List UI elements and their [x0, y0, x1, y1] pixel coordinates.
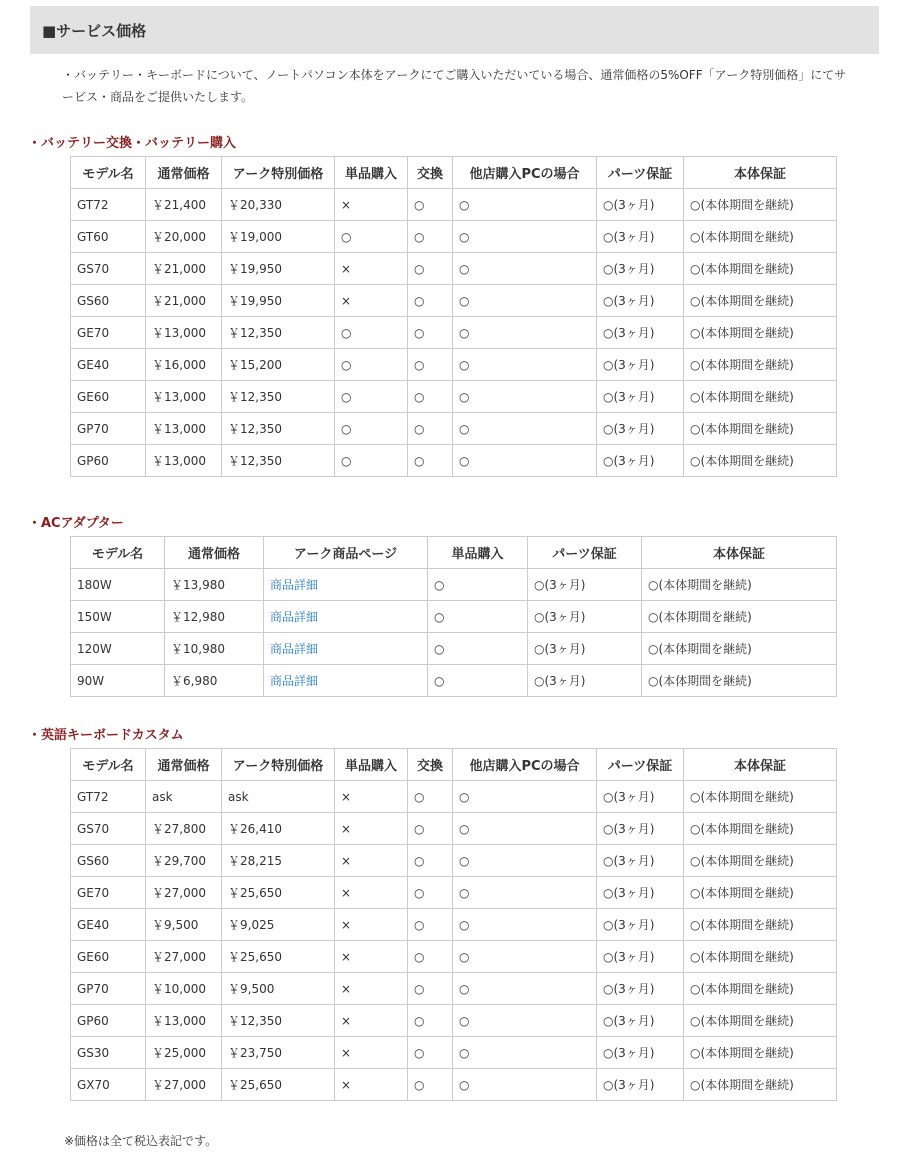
- table-cell: ￥25,650: [222, 877, 335, 909]
- table-cell: ×: [335, 845, 408, 877]
- table-cell: ￥27,800: [146, 813, 222, 845]
- table-cell: ￥16,000: [146, 349, 222, 381]
- table-cell: GX70: [71, 1069, 146, 1101]
- table-cell: 120W: [71, 633, 165, 665]
- table-cell: GP60: [71, 1005, 146, 1037]
- table-cell: ○: [453, 877, 597, 909]
- table-cell: ￥12,350: [222, 413, 335, 445]
- table-cell: ￥20,000: [146, 221, 222, 253]
- table-cell: ￥10,980: [165, 633, 264, 665]
- table-cell: ○(本体期間を継続): [684, 317, 837, 349]
- table-cell: ○(3ヶ月): [597, 1037, 684, 1069]
- table-cell: ×: [335, 1037, 408, 1069]
- table-cell: ×: [335, 285, 408, 317]
- column-header: パーツ保証: [528, 537, 642, 569]
- table-cell: ○(3ヶ月): [597, 1069, 684, 1101]
- product-detail-link[interactable]: 商品詳細: [264, 601, 428, 633]
- table-header-row: [71, 749, 837, 781]
- table-cell: ○(本体期間を継続): [642, 569, 837, 601]
- table-cell: ○: [453, 413, 597, 445]
- table-cell: ￥19,000: [222, 221, 335, 253]
- table-cell: ○(本体期間を継続): [684, 253, 837, 285]
- table-cell: ○: [408, 845, 453, 877]
- table-cell: ￥21,400: [146, 189, 222, 221]
- table-cell: ○: [335, 349, 408, 381]
- table-cell: ○: [453, 381, 597, 413]
- table-cell: ○: [408, 413, 453, 445]
- table-cell: GE60: [71, 941, 146, 973]
- table-cell: ○(3ヶ月): [528, 569, 642, 601]
- table-cell: ￥28,215: [222, 845, 335, 877]
- table-cell: ○(3ヶ月): [597, 349, 684, 381]
- table-cell: ￥6,980: [165, 665, 264, 697]
- table-cell: ○: [335, 221, 408, 253]
- table-cell: ￥19,950: [222, 253, 335, 285]
- table-cell: GT60: [71, 221, 146, 253]
- column-header: 交換: [408, 157, 453, 189]
- table-cell: ask: [222, 781, 335, 813]
- table-cell: ×: [335, 813, 408, 845]
- table-cell: ￥13,980: [165, 569, 264, 601]
- table-row: [71, 413, 837, 445]
- table-row: [71, 665, 837, 697]
- table-cell: GS60: [71, 285, 146, 317]
- table-cell: ○(本体期間を継続): [642, 665, 837, 697]
- table-row: [71, 877, 837, 909]
- table-cell: ○: [408, 445, 453, 477]
- table-cell: ○(3ヶ月): [597, 1005, 684, 1037]
- table-cell: GP70: [71, 413, 146, 445]
- column-header: モデル名: [71, 749, 146, 781]
- table-cell: ○(3ヶ月): [597, 845, 684, 877]
- table-cell: ￥9,025: [222, 909, 335, 941]
- table-cell: ￥12,350: [222, 381, 335, 413]
- table-cell: ○(本体期間を継続): [684, 973, 837, 1005]
- table-cell: ○: [453, 845, 597, 877]
- table-cell: ○(3ヶ月): [597, 973, 684, 1005]
- table-cell: ￥9,500: [146, 909, 222, 941]
- product-detail-link[interactable]: 商品詳細: [264, 665, 428, 697]
- table-row: [71, 941, 837, 973]
- table-cell: GT72: [71, 189, 146, 221]
- table-cell: ￥29,700: [146, 845, 222, 877]
- table-cell: ○: [428, 601, 528, 633]
- table-cell: ○(本体期間を継続): [684, 909, 837, 941]
- table-cell: ○: [408, 189, 453, 221]
- table-cell: ￥25,650: [222, 941, 335, 973]
- intro-text: ・バッテリー・キーボードについて、ノートパソコン本体をアークにてご購入いただいている場合、通常価格の5%OFF「アーク特別価格」にてサービス・商品をご提供いたします。: [62, 68, 847, 104]
- table-cell: ○(本体期間を継続): [684, 813, 837, 845]
- table-cell: ○: [453, 909, 597, 941]
- table-cell: ○(本体期間を継続): [684, 1037, 837, 1069]
- table-row: [71, 973, 837, 1005]
- table-cell: 180W: [71, 569, 165, 601]
- table-cell: ○: [408, 253, 453, 285]
- table-cell: ○: [453, 813, 597, 845]
- table-cell: GT72: [71, 781, 146, 813]
- column-header: モデル名: [71, 537, 165, 569]
- table-row: [71, 633, 837, 665]
- table-cell: ￥23,750: [222, 1037, 335, 1069]
- table-cell: ○(3ヶ月): [597, 941, 684, 973]
- table-cell: GS60: [71, 845, 146, 877]
- column-header: 通常価格: [165, 537, 264, 569]
- table-row: [71, 317, 837, 349]
- table-cell: ￥25,000: [146, 1037, 222, 1069]
- table-cell: GS70: [71, 253, 146, 285]
- column-header: 本体保証: [642, 537, 837, 569]
- table-cell: ￥21,000: [146, 285, 222, 317]
- table-cell: ○: [408, 973, 453, 1005]
- column-header: 他店購入PCの場合: [453, 749, 597, 781]
- table-cell: ○(3ヶ月): [597, 189, 684, 221]
- table-cell: ￥15,200: [222, 349, 335, 381]
- table-cell: ○(本体期間を継続): [684, 221, 837, 253]
- table-row: [71, 1005, 837, 1037]
- table-cell: ￥27,000: [146, 877, 222, 909]
- table-cell: ○: [428, 569, 528, 601]
- table-cell: ○: [428, 665, 528, 697]
- table-row: [71, 285, 837, 317]
- table-cell: ○(本体期間を継続): [684, 413, 837, 445]
- table-row: [71, 221, 837, 253]
- table-cell: ￥9,500: [222, 973, 335, 1005]
- table-cell: ○(本体期間を継続): [684, 781, 837, 813]
- table-cell: ○(本体期間を継続): [684, 845, 837, 877]
- table-row: [71, 349, 837, 381]
- table-cell: GE40: [71, 349, 146, 381]
- table-cell: ￥20,330: [222, 189, 335, 221]
- table-cell: ○: [453, 253, 597, 285]
- table-cell: ￥12,980: [165, 601, 264, 633]
- table-cell: ○(本体期間を継続): [684, 381, 837, 413]
- table-cell: ○(本体期間を継続): [684, 445, 837, 477]
- table-cell: ○: [335, 413, 408, 445]
- product-detail-link[interactable]: 商品詳細: [264, 633, 428, 665]
- table-cell: ￥13,000: [146, 381, 222, 413]
- table-cell: ○(3ヶ月): [597, 813, 684, 845]
- table-cell: ○(3ヶ月): [597, 381, 684, 413]
- table-cell: ○: [408, 381, 453, 413]
- table-cell: 150W: [71, 601, 165, 633]
- table-header-row: [71, 537, 837, 569]
- table-cell: ○(3ヶ月): [597, 909, 684, 941]
- table-cell: ○(本体期間を継続): [642, 601, 837, 633]
- table-cell: ○: [453, 1037, 597, 1069]
- table-cell: GS30: [71, 1037, 146, 1069]
- column-header: 本体保証: [684, 749, 837, 781]
- table-cell: GE70: [71, 317, 146, 349]
- table-cell: ￥13,000: [146, 1005, 222, 1037]
- table-cell: ×: [335, 973, 408, 1005]
- table-row: [71, 189, 837, 221]
- table-cell: ○: [408, 909, 453, 941]
- table-cell: ○(本体期間を継続): [684, 1005, 837, 1037]
- table-cell: ￥12,350: [222, 317, 335, 349]
- table-cell: ×: [335, 877, 408, 909]
- table-cell: ×: [335, 1005, 408, 1037]
- keyboard-price-table: [70, 748, 837, 1101]
- table-cell: ○(3ヶ月): [597, 877, 684, 909]
- table-cell: ○(本体期間を継続): [684, 349, 837, 381]
- column-header: アーク特別価格: [222, 749, 335, 781]
- table-cell: GE70: [71, 877, 146, 909]
- battery-section-title: ・バッテリー交換・バッテリー購入: [28, 136, 237, 151]
- table-row: [71, 601, 837, 633]
- table-cell: ○: [453, 941, 597, 973]
- table-cell: ○: [453, 781, 597, 813]
- table-cell: ￥26,410: [222, 813, 335, 845]
- table-cell: ○(3ヶ月): [597, 253, 684, 285]
- table-cell: ○(3ヶ月): [597, 221, 684, 253]
- table-cell: ○(3ヶ月): [597, 285, 684, 317]
- table-cell: ○: [408, 1069, 453, 1101]
- table-cell: ○(本体期間を継続): [684, 1069, 837, 1101]
- table-cell: ○: [408, 349, 453, 381]
- table-cell: GE40: [71, 909, 146, 941]
- table-cell: GP60: [71, 445, 146, 477]
- table-cell: ○(3ヶ月): [597, 413, 684, 445]
- table-cell: ○: [408, 317, 453, 349]
- column-header: 本体保証: [684, 157, 837, 189]
- table-cell: ○(3ヶ月): [597, 781, 684, 813]
- product-detail-link[interactable]: 商品詳細: [264, 569, 428, 601]
- column-header: 単品購入: [428, 537, 528, 569]
- table-cell: ○(本体期間を継続): [684, 941, 837, 973]
- column-header: パーツ保証: [597, 157, 684, 189]
- column-header: 通常価格: [146, 749, 222, 781]
- table-row: [71, 569, 837, 601]
- table-cell: ○: [453, 285, 597, 317]
- page-header: [30, 6, 879, 54]
- table-cell: ○(3ヶ月): [597, 317, 684, 349]
- table-cell: ○(3ヶ月): [528, 601, 642, 633]
- column-header: 単品購入: [335, 157, 408, 189]
- table-cell: ￥25,650: [222, 1069, 335, 1101]
- page-title: ■サービス価格: [42, 21, 147, 40]
- table-cell: ￥27,000: [146, 1069, 222, 1101]
- table-cell: ○: [408, 781, 453, 813]
- table-cell: ￥13,000: [146, 445, 222, 477]
- table-cell: ￥21,000: [146, 253, 222, 285]
- table-cell: ○: [408, 813, 453, 845]
- table-cell: ○(本体期間を継続): [684, 285, 837, 317]
- table-cell: ○: [453, 349, 597, 381]
- table-cell: ￥12,350: [222, 1005, 335, 1037]
- table-cell: ○: [335, 381, 408, 413]
- table-cell: ×: [335, 781, 408, 813]
- column-header: アーク特別価格: [222, 157, 335, 189]
- table-cell: ○: [453, 1005, 597, 1037]
- table-cell: GE60: [71, 381, 146, 413]
- table-row: [71, 445, 837, 477]
- table-cell: ￥27,000: [146, 941, 222, 973]
- table-cell: ○: [335, 317, 408, 349]
- table-cell: ×: [335, 253, 408, 285]
- column-header: 他店購入PCの場合: [453, 157, 597, 189]
- column-header: モデル名: [71, 157, 146, 189]
- column-header: アーク商品ページ: [264, 537, 428, 569]
- table-cell: ￥13,000: [146, 413, 222, 445]
- adapter-price-table: [70, 536, 837, 697]
- table-cell: ○: [453, 189, 597, 221]
- table-cell: ○: [408, 877, 453, 909]
- adapter-section-title: ・ACアダプター: [28, 516, 124, 531]
- table-cell: ￥13,000: [146, 317, 222, 349]
- table-cell: ×: [335, 909, 408, 941]
- table-row: [71, 1037, 837, 1069]
- table-cell: ○: [453, 1069, 597, 1101]
- table-cell: ×: [335, 1069, 408, 1101]
- battery-price-table: [70, 156, 837, 477]
- table-cell: ○(3ヶ月): [597, 445, 684, 477]
- table-row: [71, 1069, 837, 1101]
- table-cell: ○: [335, 445, 408, 477]
- table-cell: ￥10,000: [146, 973, 222, 1005]
- table-cell: ask: [146, 781, 222, 813]
- table-cell: ○: [408, 221, 453, 253]
- table-row: [71, 845, 837, 877]
- table-cell: ○(3ヶ月): [528, 665, 642, 697]
- table-cell: ○(3ヶ月): [528, 633, 642, 665]
- column-header: 単品購入: [335, 749, 408, 781]
- table-header-row: [71, 157, 837, 189]
- table-cell: ○: [408, 1037, 453, 1069]
- table-cell: ￥12,350: [222, 445, 335, 477]
- table-cell: ○: [428, 633, 528, 665]
- column-header: 交換: [408, 749, 453, 781]
- table-cell: ×: [335, 941, 408, 973]
- table-row: [71, 909, 837, 941]
- table-cell: ○: [408, 1005, 453, 1037]
- table-row: [71, 781, 837, 813]
- table-row: [71, 381, 837, 413]
- table-cell: ○(本体期間を継続): [684, 877, 837, 909]
- table-cell: ×: [335, 189, 408, 221]
- table-cell: ￥19,950: [222, 285, 335, 317]
- table-cell: GS70: [71, 813, 146, 845]
- keyboard-section-title: ・英語キーボードカスタム: [28, 728, 184, 743]
- table-cell: ○: [453, 445, 597, 477]
- table-cell: ○: [453, 221, 597, 253]
- table-row: [71, 253, 837, 285]
- column-header: 通常価格: [146, 157, 222, 189]
- table-cell: ○(本体期間を継続): [642, 633, 837, 665]
- table-cell: ○: [453, 317, 597, 349]
- column-header: パーツ保証: [597, 749, 684, 781]
- footnote: ※価格は全て税込表記です。: [64, 1134, 218, 1148]
- table-row: [71, 813, 837, 845]
- table-cell: ○: [408, 285, 453, 317]
- table-cell: 90W: [71, 665, 165, 697]
- table-cell: ○: [453, 973, 597, 1005]
- table-cell: GP70: [71, 973, 146, 1005]
- table-cell: ○: [408, 941, 453, 973]
- table-cell: ○(本体期間を継続): [684, 189, 837, 221]
